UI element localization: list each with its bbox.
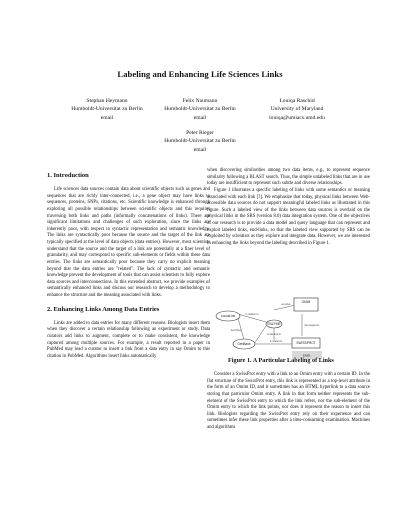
- paragraph: Consider a SwissProt entry with a link to an Omim entry with a certain ID. In the flat structure of the SwissProt entry, this link is represented as a top-level attribute in the form of an Omim ID, and it sometimes has an HTML hyperlink to a data source storing that particular Omim entry. A link in that form neither represents the sub-element of the SwissProt entry to which the link refers, nor the sub-element of the Omim entry to which the link points, nor does it represent the reason to insert this link. Biologists regarding the SwissProt entry rely on their experience and can sometimes infer these link properties after a time-consuming examination. Machines and algorithms: [207, 372, 370, 430]
- node-label-genbank: GenBank: [237, 342, 251, 347]
- author-block-3: [237, 97, 357, 122]
- node-label-omim: OMIM: [301, 300, 311, 304]
- edge-label: has sequence: [304, 324, 320, 327]
- section-heading-enhancing-links: 2. Enhancing Links Among Data Entries: [47, 305, 160, 313]
- edge-label: is related to: [269, 340, 283, 343]
- right-column-continued: [207, 372, 370, 432]
- figure-link-labeling-diagram: [214, 296, 334, 362]
- edge-label: is relation to: [245, 313, 259, 316]
- author-affiliation: Humboldt-Universitat zu Berlin: [164, 138, 236, 145]
- author-email: louiqa@umiacs.umd.edu: [269, 114, 325, 121]
- paper-title: Labeling and Enhancing Life Sciences Links: [117, 69, 283, 79]
- node-label-enzyme: ENZYME: [267, 322, 281, 327]
- section-heading-introduction: 1. Introduction: [47, 172, 89, 179]
- author-block-4: [140, 129, 260, 154]
- author-name: Stephan Heymann: [86, 98, 128, 104]
- node-label-swissprot: SWISSPROT: [296, 341, 316, 346]
- right-column: [207, 168, 370, 248]
- author-name: Peter Rieger: [186, 130, 214, 136]
- edge-label: describes: [230, 329, 242, 332]
- author-email: email: [193, 146, 207, 153]
- author-email: email: [100, 114, 114, 121]
- node-label-embl: EMBL: [302, 353, 312, 358]
- edge-label: encodes: [281, 303, 291, 306]
- paragraph: Figure 1 illustrates a specific labeling of links with some semantics or meaning associated with each link [?]. We emphasize that today, physical links between Web-accessible data sources do not support meaningful labeled links as illustrated in this figure. Such a labeled view of the links between data sources is overlaid on the physical links in the SRS (version 8.0) data integration system. One of the objectives of our research is to provide a data model and query language that can represent and exploit labeled links, end-links, so that the labeled view supported by SRS can be exploited by scientists as they explore and integrate data. However, we are interested in enhancing the links beyond the labeling described in Figure 1.: [207, 187, 370, 246]
- paragraph: when discovering similarities among two data items, e.g., to represent sequence similarity following a BLAST search. Thus, the simple unlabeled links that are in use today are insufficient to represent such subtle and diverse relationships.: [207, 168, 370, 187]
- author-email: email: [193, 114, 207, 121]
- paragraph: Links are added to data entries for many different reasons. Biologists insert them when they discover a certain relationship following an experiment or study. Data curators add links to augment, complete or to make consistent, the knowledge captured among multiple sources. For example, a result reported in a paper in PubMed may lead a curator to insert a link from a data entry in say Omim to this citation in PubMed. Algorithms insert links automatically: [47, 320, 210, 359]
- author-name: Louiqa Raschid: [279, 98, 315, 104]
- author-name: Felix Naumann: [182, 98, 218, 104]
- author-affiliation: Humboldt-Universitat zu Berlin: [71, 106, 143, 113]
- node-label-locuslink: LocusLink: [220, 314, 236, 319]
- author-affiliation: Humboldt-Universitat zu Berlin: [164, 106, 236, 113]
- author-affiliation: University of Maryland: [270, 106, 324, 113]
- figure-caption: Figure 1. A Particular Labeling of Links: [228, 357, 334, 364]
- paragraph: Life sciences data sources contain data about scientific objects such as genes and sequences that are richly inter-connected, i.e., a gene object may have links to sequences, proteins, SNPs, citations, etc. Scientific knowledge is enhanced through exploring all possible relationships between scientific objects and this requires traversing both links and paths (informally concatenations of links). There are significant limitations and challenges of such exploration, since the links are inherently poor, with respect to syntactic representation and semantic knowledge. The links are syntactically poor because the source and the target of the link are typically specified at the level of data objects (data entries). However, most scientists understand that the source and the target of a link are potentially at a finer level of granularity, and may correspond to specific sub-elements or fields within these data entries. The links are semantically poor because they carry no explicit meaning beyond that the data entries are "related". The lack of syntactic and semantic knowledge prevent the development of tools that can assist scientists to fully explore data sources and interconnections. In this extended abstract, we provide examples of semantically enhanced links and discuss our research to develop a methodology to enhance the structure and the meaning associated with links.: [47, 187, 210, 298]
- edge-label: is identical to: [267, 333, 281, 336]
- left-column: [47, 172, 210, 360]
